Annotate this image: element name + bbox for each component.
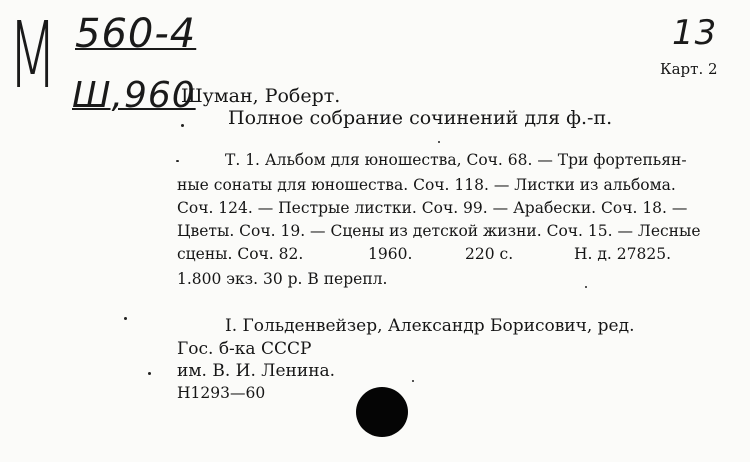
speck xyxy=(148,372,151,375)
contents-line: сцены. Соч. 82. xyxy=(177,245,304,263)
speck xyxy=(124,317,127,320)
speck xyxy=(412,380,414,382)
contents-line: ные сонаты для юношества. Соч. 118. — Листки из альбома. xyxy=(177,176,676,194)
order-number: Н. д. 27825. xyxy=(574,245,672,263)
handwritten-card-number: 13 xyxy=(672,13,718,53)
contents-line: Т. 1. Альбом для юношества, Соч. 68. — Три фортепьян- xyxy=(225,151,687,169)
punch-hole xyxy=(356,387,408,437)
contents-line: Цветы. Соч. 19. — Сцены из детской жизни. Соч. 15. — Лесные xyxy=(177,222,701,240)
speck xyxy=(438,141,440,143)
card-code: Н1293—60 xyxy=(177,384,266,402)
library-name: Гос. б-ка СССР xyxy=(177,339,312,359)
work-title: Полное собрание сочинений для ф.-п. xyxy=(228,107,613,129)
speck xyxy=(181,124,184,127)
card-label: Карт. 2 xyxy=(660,60,718,78)
page-count: 220 с. xyxy=(465,245,514,263)
handwritten-cutter-number: Ш,960 xyxy=(72,75,196,116)
author-heading: Шуман, Роберт. xyxy=(181,85,341,107)
handwritten-large-letter: М xyxy=(8,2,58,109)
speck xyxy=(176,160,179,162)
contents-line: Соч. 124. — Пестрые листки. Соч. 99. — Арабески. Соч. 18. — xyxy=(177,199,688,217)
handwritten-shelfmark: 560-4 xyxy=(75,11,197,57)
publication-year: 1960. xyxy=(368,245,413,263)
print-run-price: 1.800 экз. 30 р. В перепл. xyxy=(177,270,388,288)
library-name-line2: им. В. И. Ленина. xyxy=(177,361,336,381)
speck xyxy=(585,286,587,288)
added-entry-editor: I. Гольденвейзер, Александр Борисович, ред. xyxy=(225,316,635,336)
